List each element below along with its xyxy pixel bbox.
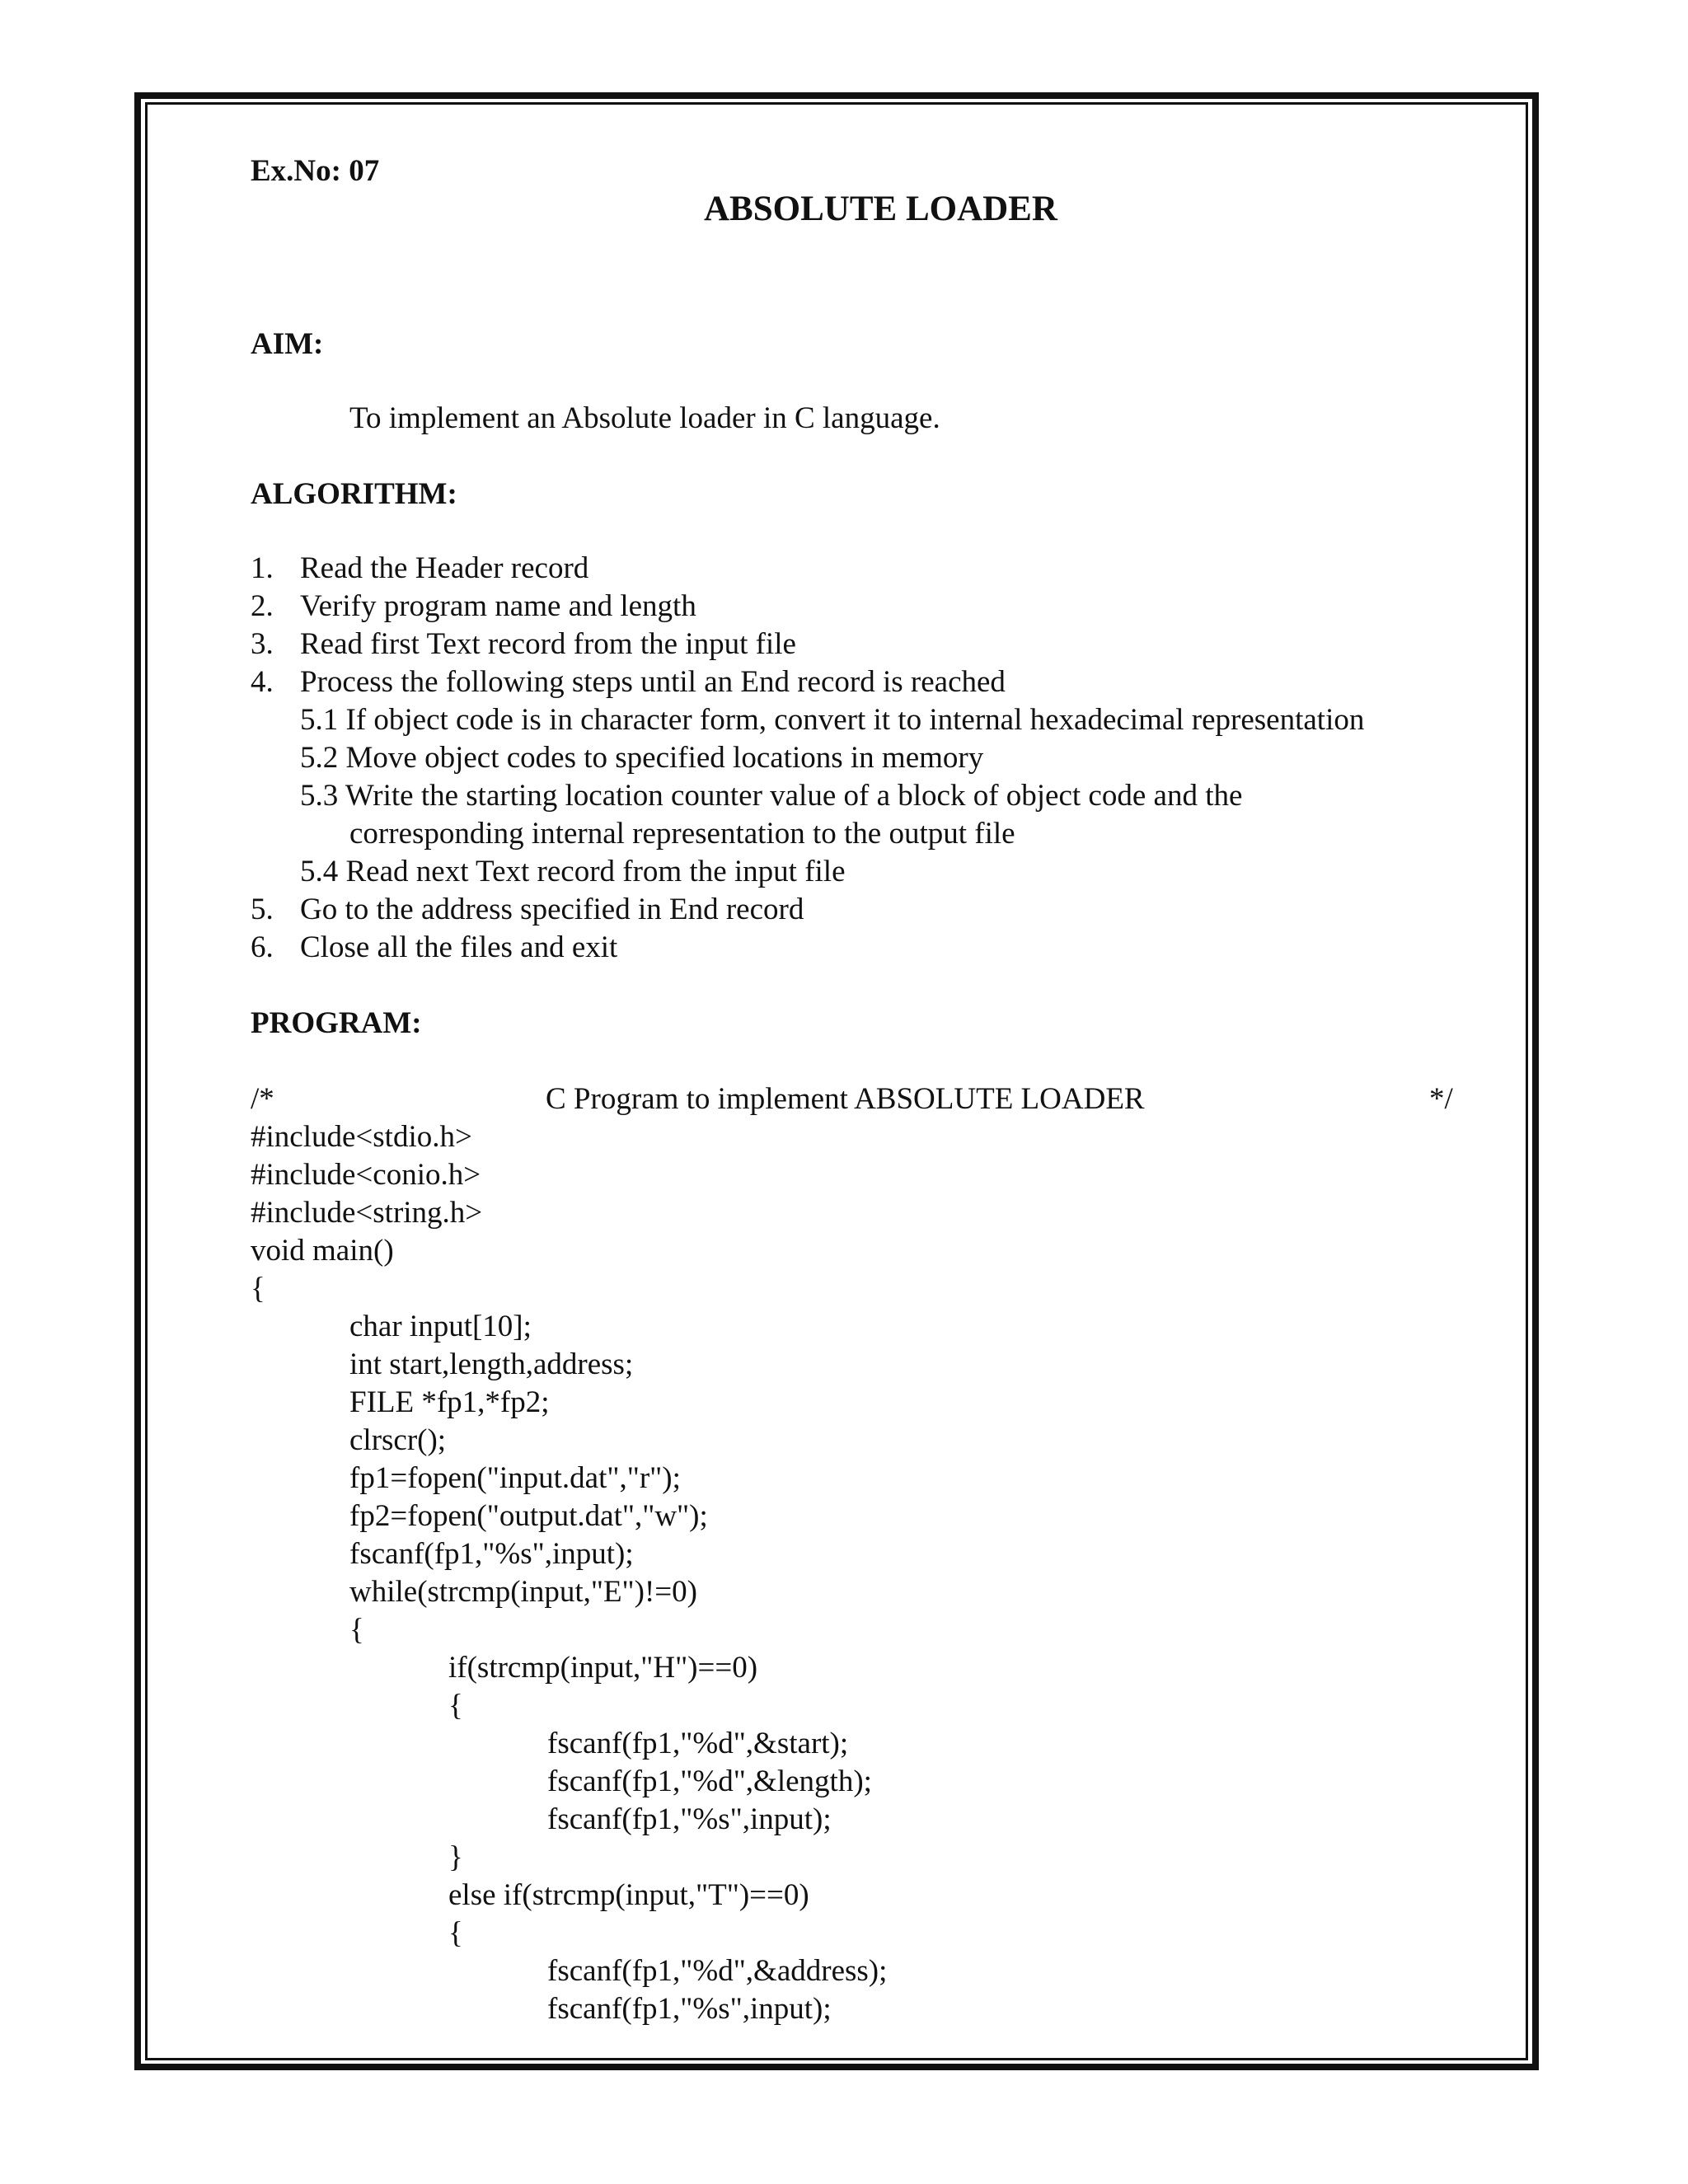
comment-open: /*	[251, 1082, 274, 1116]
code-line: int start,length,address;	[349, 1347, 634, 1381]
step-text: Verify program name and length	[300, 589, 696, 623]
code-line: #include<stdio.h>	[251, 1120, 472, 1154]
step-text: Read the Header record	[300, 551, 589, 585]
step-number: 5.	[251, 893, 274, 926]
code-line: {	[448, 1689, 463, 1722]
step-text: Close all the files and exit	[300, 930, 618, 964]
code-line: {	[349, 1613, 364, 1647]
page-title: ABSOLUTE LOADER	[704, 190, 1057, 228]
code-line: while(strcmp(input,"E")!=0)	[349, 1575, 697, 1609]
step-number: 3.	[251, 627, 274, 661]
program-heading: PROGRAM:	[251, 1006, 422, 1040]
code-line: }	[448, 1840, 463, 1874]
substep-text: 5.1 If object code is in character form, convert it to internal hexadecimal representation	[300, 703, 1365, 737]
substep-text: 5.3 Write the starting location counter value of a block of object code and the	[300, 779, 1243, 813]
comment-text: C Program to implement ABSOLUTE LOADER	[546, 1082, 1145, 1116]
substep-text: 5.4 Read next Text record from the input file	[300, 855, 846, 888]
aim-text: To implement an Absolute loader in C language.	[349, 401, 940, 435]
code-line: {	[448, 1916, 463, 1950]
code-line: fscanf(fp1,"%s",input);	[547, 1802, 832, 1836]
aim-heading: AIM:	[251, 327, 324, 361]
step-text: Process the following steps until an End record is reached	[300, 665, 1006, 699]
code-line: else if(strcmp(input,"T")==0)	[448, 1878, 809, 1912]
code-line: if(strcmp(input,"H")==0)	[448, 1651, 758, 1685]
code-line: fp1=fopen("input.dat","r");	[349, 1461, 681, 1495]
step-text: Go to the address specified in End record	[300, 893, 804, 926]
step-number: 6.	[251, 930, 274, 964]
substep-continuation: corresponding internal representation to the output file	[349, 817, 1015, 851]
code-line: void main()	[251, 1234, 394, 1268]
algorithm-heading: ALGORITHM:	[251, 477, 457, 511]
code-line: {	[251, 1272, 265, 1305]
code-line: #include<string.h>	[251, 1196, 483, 1230]
step-text: Read first Text record from the input file	[300, 627, 796, 661]
code-line: FILE *fp1,*fp2;	[349, 1385, 550, 1419]
comment-close: */	[1429, 1082, 1453, 1116]
code-line: char input[10];	[349, 1310, 532, 1343]
code-line: fscanf(fp1,"%d",&length);	[547, 1765, 872, 1798]
code-line: fscanf(fp1,"%s",input);	[547, 1992, 832, 2026]
step-number: 1.	[251, 551, 274, 585]
code-line: clrscr();	[349, 1423, 447, 1457]
exercise-number: Ex.No: 07	[251, 154, 380, 188]
code-line: fscanf(fp1,"%d",&start);	[547, 1727, 849, 1760]
step-number: 4.	[251, 665, 274, 699]
code-line: #include<conio.h>	[251, 1158, 481, 1192]
step-number: 2.	[251, 589, 274, 623]
substep-text: 5.2 Move object codes to specified locations in memory	[300, 741, 984, 775]
code-line: fscanf(fp1,"%s",input);	[349, 1537, 634, 1571]
code-line: fp2=fopen("output.dat","w");	[349, 1499, 708, 1533]
code-line: fscanf(fp1,"%d",&address);	[547, 1954, 888, 1988]
